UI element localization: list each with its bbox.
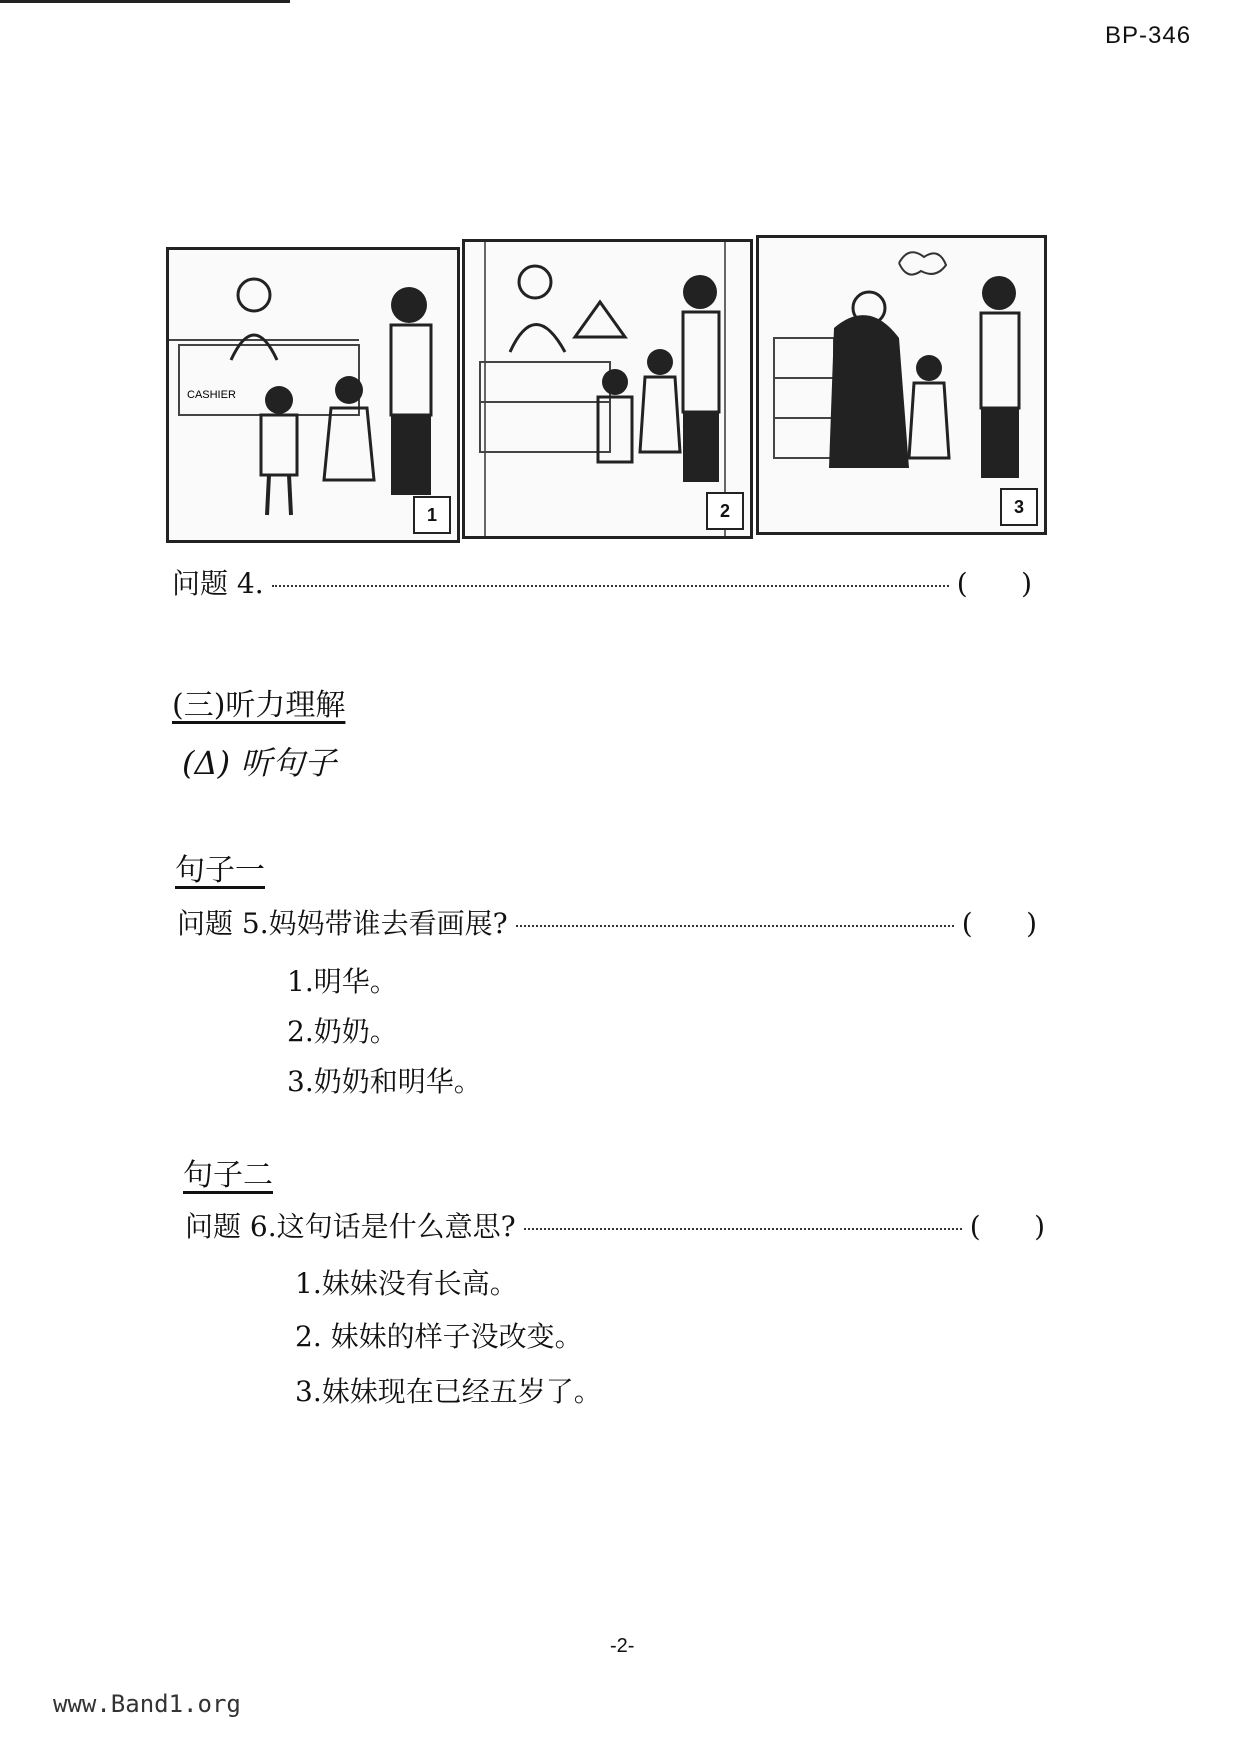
- dotted-leader: [524, 1228, 962, 1230]
- sentence-1-heading: 句子一: [175, 853, 265, 888]
- illustration-panels: [166, 235, 1056, 545]
- panel-number: 2: [706, 492, 744, 530]
- watermark: www.Band1.org: [53, 1690, 241, 1718]
- question-6-option-1: 1.妹妹没有长高。: [295, 1267, 518, 1300]
- answer-blank: ( ): [956, 567, 1032, 600]
- question-6: [185, 1205, 1045, 1245]
- part-a-title: (Δ) 听句子: [182, 744, 337, 782]
- question-6-option-2: 2. 妹妹的样子没改变。: [295, 1320, 583, 1353]
- answer-blank: ( ): [969, 1210, 1045, 1243]
- illustration-panel-2: [462, 239, 753, 539]
- question-5-option-3: 3.奶奶和明华。: [287, 1065, 482, 1098]
- panel-number: 1: [413, 496, 451, 534]
- panel-number: 3: [1000, 488, 1038, 526]
- dotted-leader: [272, 585, 949, 587]
- illustration-panel-3: [756, 235, 1047, 535]
- question-4-label: 问题 4.: [172, 567, 264, 600]
- cashier-sign: CASHIER: [187, 389, 236, 401]
- page-code: BP-346: [1105, 22, 1192, 49]
- answer-blank: ( ): [961, 907, 1037, 940]
- illustration-panel-1: [166, 247, 460, 543]
- question-5-option-1: 1.明华。: [287, 965, 398, 998]
- question-5: [177, 902, 1037, 942]
- section-title: (三)听力理解: [172, 688, 346, 723]
- page-number: -2-: [610, 1635, 635, 1657]
- dotted-leader: [516, 925, 954, 927]
- question-5-label: 问题 5.妈妈带谁去看画展?: [177, 907, 508, 940]
- sentence-2-heading: 句子二: [183, 1158, 273, 1193]
- question-4: [172, 562, 1032, 602]
- top-rule: [0, 0, 290, 3]
- question-6-label: 问题 6.这句话是什么意思?: [185, 1210, 516, 1243]
- question-5-option-2: 2.奶奶。: [287, 1015, 398, 1048]
- question-6-option-3: 3.妹妹现在已经五岁了。: [295, 1375, 602, 1408]
